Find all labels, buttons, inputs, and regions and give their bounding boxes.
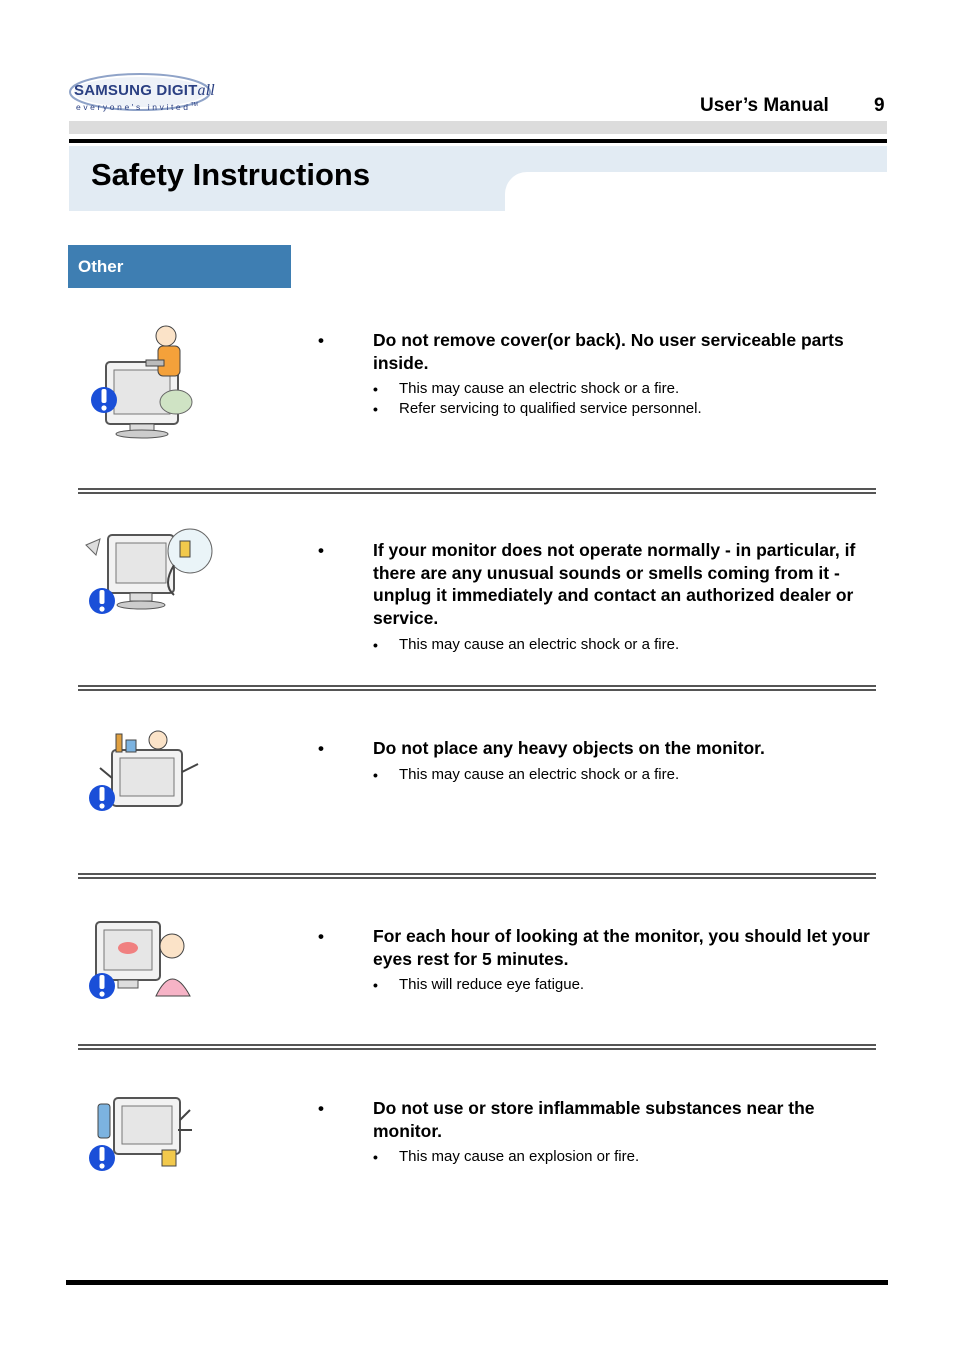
logo-wordmark: SAMSUNG DIGITall — [74, 82, 215, 99]
main-bullet: • — [318, 331, 324, 350]
monitor-unplug-illustration-icon — [82, 525, 216, 620]
monitor-inflammable-illustration-icon — [86, 1090, 196, 1176]
warning-icon — [89, 785, 115, 811]
item-main-text: For each hour of looking at the monitor, you should let your eyes rest for 5 minutes. — [373, 926, 870, 969]
title-band-right — [505, 146, 887, 172]
warning-icon — [89, 1145, 115, 1171]
samsung-logo — [68, 70, 214, 118]
page-title: Safety Instructions — [91, 157, 371, 192]
main-bullet: • — [318, 927, 324, 946]
item-main-text: Do not place any heavy objects on the monitor. — [373, 738, 765, 758]
page-number: 9 — [874, 95, 885, 116]
warning-icon — [89, 973, 115, 999]
header-rule — [69, 139, 887, 143]
item-main-text: Do not remove cover(or back). No user serviceable parts inside. — [373, 330, 844, 373]
monitor-heavy-objects-illustration-icon — [86, 728, 210, 816]
main-bullet: • — [318, 1099, 324, 1118]
monitor-cover-illustration-icon — [88, 320, 198, 440]
warning-icon — [91, 387, 117, 413]
item-separator — [78, 873, 876, 879]
footer-rule — [66, 1280, 888, 1285]
item-separator — [78, 685, 876, 691]
item-separator — [78, 488, 876, 494]
monitor-eye-rest-illustration-icon — [86, 918, 198, 1002]
item-main-text: If your monitor does not operate normally - in particular, if there are any unusual sounds or smells coming from it - unplug it immediately and contact an authorized dealer or service. — [373, 540, 856, 628]
header-band — [69, 121, 887, 134]
warning-icon — [89, 588, 115, 614]
logo-tagline: everyone's invited™ — [76, 102, 198, 112]
manual-title: User’s Manual — [700, 95, 829, 116]
item-main-text: Do not use or store inflammable substances near the monitor. — [373, 1098, 815, 1141]
main-bullet: • — [318, 739, 324, 758]
section-label: Other — [78, 257, 124, 276]
item-separator — [78, 1044, 876, 1050]
main-bullet: • — [318, 541, 324, 560]
section-tab-other — [68, 245, 291, 288]
